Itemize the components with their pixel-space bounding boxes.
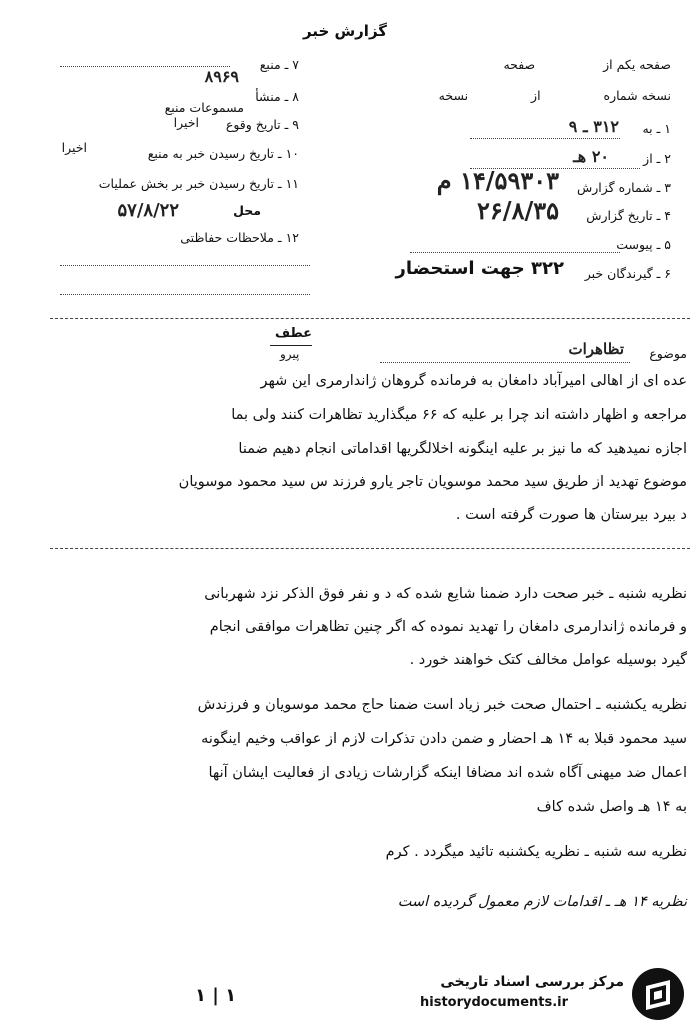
copy-mid: از xyxy=(531,88,541,103)
copy-number-field xyxy=(439,88,671,104)
field-11-label: ۱۱ ـ تاریخ رسیدن خبر بر بخش عملیات xyxy=(98,176,299,191)
divider xyxy=(50,548,690,549)
archive-url: historydocuments.ir xyxy=(420,995,569,1010)
page-suffix: صفحه xyxy=(503,57,536,72)
field-9-label: ۹ ـ تاریخ وقوع xyxy=(225,117,299,132)
field-6-value: ۳۲۲ جهت استحضار xyxy=(395,258,564,279)
archive-logo-icon xyxy=(630,966,686,1022)
subject-label: موضوع xyxy=(649,346,687,361)
body-line: مراجعه و اظهار داشته اند چرا بر علیه که ۶۶ میگذارید تظاهرات کنند ولی بما xyxy=(231,407,687,423)
page-label: صفحه یکم از xyxy=(603,57,671,72)
field-1-label: ۱ ـ به xyxy=(642,121,671,136)
field-12-label: ۱۲ ـ ملاحظات حفاظتی xyxy=(180,230,299,245)
body-line: د بیرد بیرستان ها صورت گرفته است . xyxy=(455,507,687,523)
page-number-field xyxy=(503,57,671,73)
opinion-line: گیرد بوسیله عوامل مخالف کتک خواهند خورد . xyxy=(409,652,687,668)
body-line: اجازه نمیدهید که ما نیز بر علیه اینگونه اخلالگریها اقداماتی انجام دهیم ضمنا xyxy=(238,441,687,457)
field-2-label: ۲ ـ از xyxy=(643,151,671,166)
opinion-line: نظریه ۱۴ هـ ـ اقدامات لازم معمول گردیده است xyxy=(397,894,687,910)
field-7-value: ۸۹۶۹ xyxy=(204,67,239,86)
field-6-label: ۶ ـ گیرندگان خبر xyxy=(584,266,671,281)
peyrov-label: پیرو xyxy=(280,347,300,361)
field-10-value: اخیرا xyxy=(61,140,87,155)
field-3-label: ۳ ـ شماره گزارش xyxy=(576,180,671,195)
field-3-value: ۱۴/۵۹۳۰۳ م xyxy=(436,166,559,195)
divider xyxy=(50,318,690,319)
opinion-line: نظریه شنبه ـ خبر صحت دارد ضمنا شایع شده که د و نفر فوق الذکر نزد شهربانی xyxy=(204,586,687,602)
copy-label: نسخه شماره xyxy=(603,88,671,103)
field-2-value: ۲۰ هـ xyxy=(573,147,609,166)
body-line: موضوع تهدید از طریق سید محمد موسویان تاجر یارو فرزند س سید محمود موسویان xyxy=(178,474,687,490)
field-7-label: ۷ ـ منبع xyxy=(259,57,299,72)
field-10-label: ۱۰ ـ تاریخ رسیدن خبر به منبع xyxy=(147,146,299,161)
field-8-label: ۸ ـ منشأ xyxy=(255,89,299,104)
field-5-label: ۵ ـ پیوست xyxy=(616,237,671,252)
atf-label: عطف xyxy=(275,326,313,341)
field-9-value: اخیرا xyxy=(173,115,199,130)
field-4-label: ۴ ـ تاریخ گزارش xyxy=(586,208,671,223)
place-value: ۵۷/۸/۲۲ xyxy=(117,200,179,221)
opinion-line: اعمال ضد میهنی آگاه شده اند مضافا اینکه گزارشات زیادی از فعالیت ایشان آنها xyxy=(208,765,687,781)
archive-name: مرکز بررسی اسناد تاریخی xyxy=(440,974,624,990)
opinion-line: سید محمود قبلا به ۱۴ هـ احضار و ضمن دادن تذکرات لازم از عواقب وخیم اینگونه xyxy=(201,731,687,747)
field-4-value: ۲۶/۸/۳۵ xyxy=(477,196,559,225)
copy-suffix: نسخه xyxy=(438,88,469,103)
stamp-mark: ۱ | ۱ xyxy=(195,985,237,1006)
opinion-line: به ۱۴ هـ واصل شده کاف xyxy=(536,799,687,815)
opinion-line: نظریه سه شنبه ـ نظریه یکشنبه تائید میگردد . کرم xyxy=(385,844,687,860)
field-1-value: ۳۱۲ ـ ۹ xyxy=(568,117,619,136)
subject-value: تظاهرات xyxy=(568,340,624,358)
opinion-line: و فرمانده ژاندارمری دامغان را تهدید نموده که اگر چنین تظاهرات موافقی انجام xyxy=(209,619,687,635)
body-line: عده ای از اهالی امیرآباد دامغان به فرمانده گروهان ژاندارمری این شهر xyxy=(260,373,687,389)
opinion-line: نظریه یکشنبه ـ احتمال صحت خبر زیاد است ضمنا حاج محمد موسویان و فرزندش xyxy=(197,697,687,713)
field-8-value: مسموعات منبع xyxy=(164,100,244,115)
page-title: گزارش خبر xyxy=(302,22,388,40)
place-label: محل xyxy=(233,203,261,218)
